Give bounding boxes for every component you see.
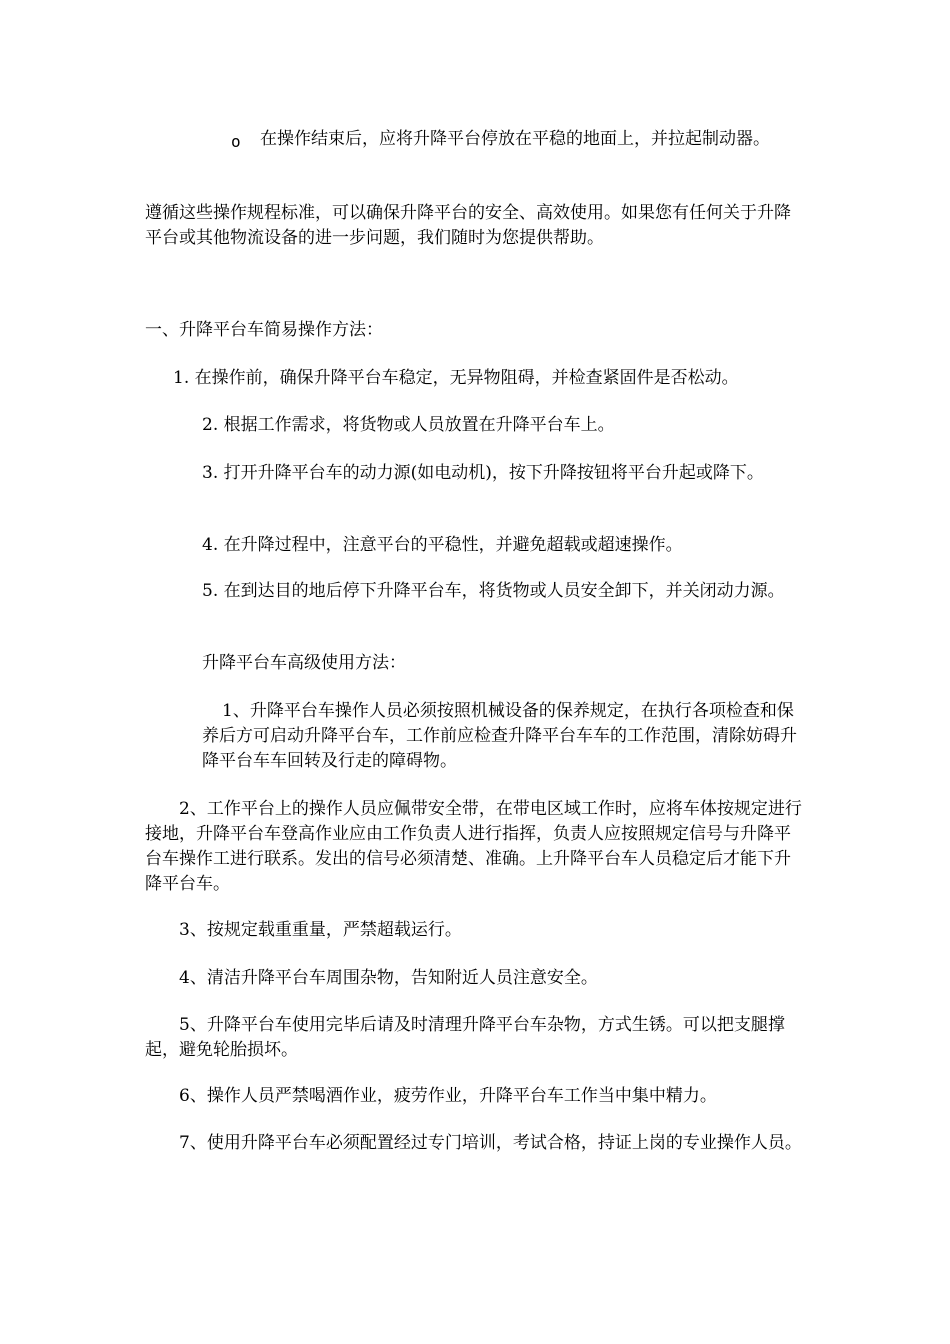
simple-step-2: 2. 根据工作需求，将货物或人员放置在升降平台车上。 [202,415,615,435]
advanced-item-5: 5、升降平台车使用完毕后请及时清理升降平台车杂物，方式生锈。可以把支腿撑起，避免轮胎损坏。 [145,1015,785,1060]
simple-step-3: 3. 打开升降平台车的动力源(如电动机)，按下升降按钮将平台升起或降下。 [202,463,764,483]
advanced-item-3: 3、按规定载重重量，严禁超载运行。 [179,920,462,940]
advanced-heading: 升降平台车高级使用方法： [202,653,406,673]
advanced-item-1: 1、升降平台车操作人员必须按照机械设备的保养规定，在执行各项检查和保养后方可启动升降平台车，工作前应检查升降平台车车的工作范围，清除妨碍升降平台车车回转及行走的障碍物。 [202,701,797,771]
advanced-item-7: 7、使用升降平台车必须配置经过专门培训，考试合格，持证上岗的专业操作人员。 [179,1133,802,1153]
section-heading: 一、升降平台车简易操作方法： [145,320,383,340]
simple-step-5: 5. 在到达目的地后停下升降平台车，将货物或人员安全卸下，并关闭动力源。 [202,581,785,601]
advanced-item-2: 2、工作平台上的操作人员应佩带安全带，在带电区域工作时，应将车体按规定进行接地，升降平台车登高作业应由工作负责人进行指挥，负责人应按照规定信号与升降平台车操作工进行联系。发出的信号必须清楚、准确。上升降平台车人员稳定后才能下升降平台车。 [145,799,802,894]
bullet-item-text: 在操作结束后，应将升降平台停放在平稳的地面上，并拉起制动器。 [260,129,770,149]
simple-step-4: 4. 在升降过程中，注意平台的平稳性，并避免超载或超速操作。 [202,535,683,555]
advanced-item-6: 6、操作人员严禁喝酒作业，疲劳作业，升降平台车工作当中集中精力。 [179,1086,717,1106]
advanced-item-4: 4、清洁升降平台车周围杂物，告知附近人员注意安全。 [179,968,598,988]
simple-step-1: 1. 在操作前，确保升降平台车稳定，无异物阻碍，并检查紧固件是否松动。 [173,368,739,388]
bullet-marker: o [231,132,241,151]
intro-paragraph: 遵循这些操作规程标准，可以确保升降平台的安全、高效使用。如果您有任何关于升降平台或其他物流设备的进一步问题，我们随时为您提供帮助。 [145,203,791,248]
